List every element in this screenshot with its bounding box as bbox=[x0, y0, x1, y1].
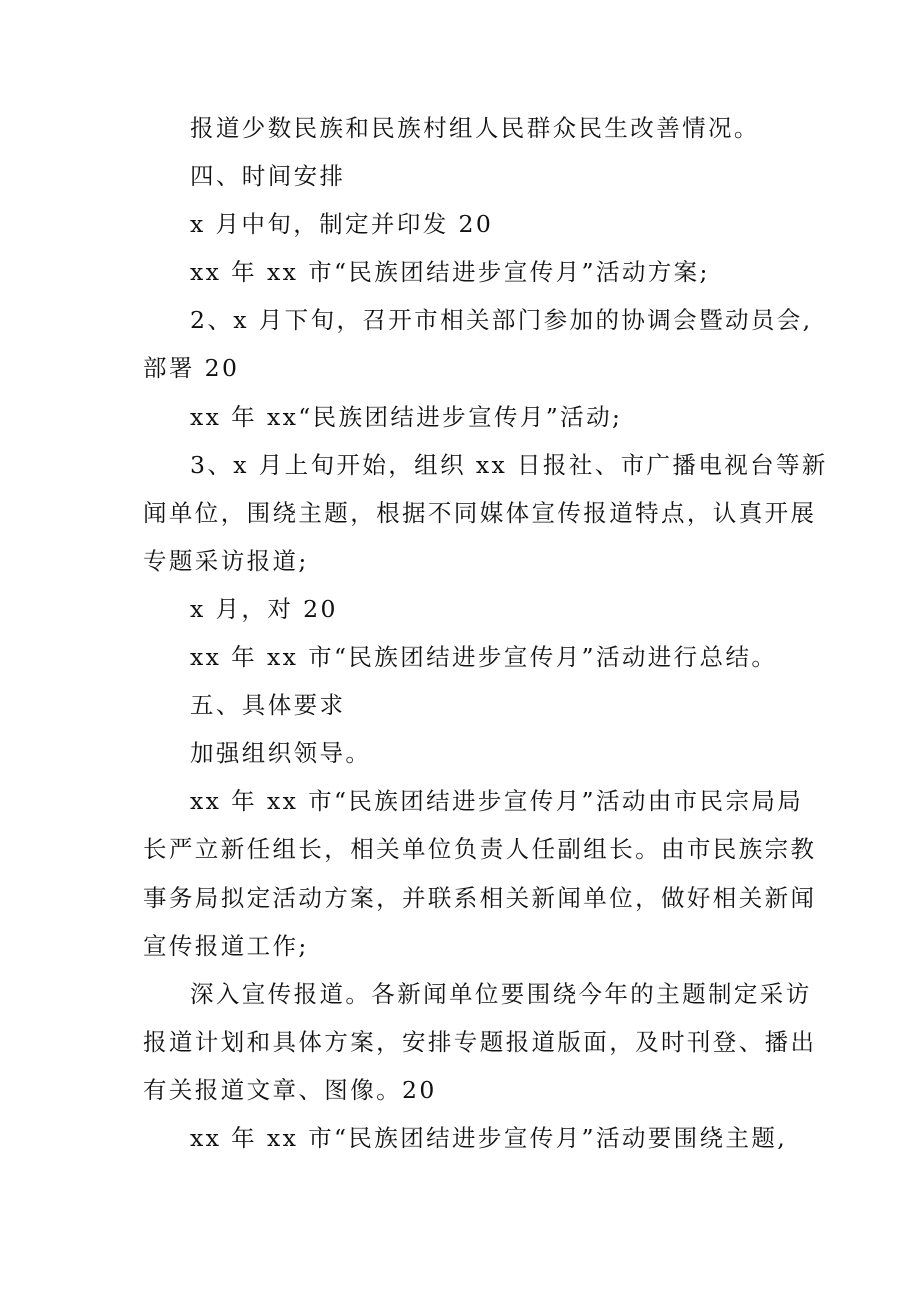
paragraph-line: x 月，对 20 bbox=[190, 594, 338, 623]
paragraph-line: 事务局拟定活动方案，并联系相关新闻单位，做好相关新闻 bbox=[143, 883, 817, 912]
paragraph-line: xx 年 xx 市“民族团结进步宣传月”活动进行总结。 bbox=[190, 643, 778, 672]
paragraph-line: xx 年 xx 市“民族团结进步宣传月”活动方案; bbox=[190, 258, 710, 287]
paragraph-line: 宣传报道工作; bbox=[143, 931, 309, 960]
section-heading: 四、时间安排 bbox=[190, 162, 346, 191]
paragraph-line: x 月中旬，制定并印发 20 bbox=[190, 210, 494, 239]
document-body bbox=[143, 104, 828, 1162]
paragraph-line: 3、x 月上旬开始，组织 xx 日报社、市广播电视台等新 bbox=[190, 450, 828, 479]
paragraph-line: 报道少数民族和民族村组人民群众民生改善情况。 bbox=[190, 114, 760, 142]
paragraph-line: 部署 20 bbox=[143, 354, 240, 383]
paragraph-line: 加强组织领导。 bbox=[190, 739, 372, 768]
section-heading: 五、具体要求 bbox=[190, 691, 346, 720]
paragraph-line: 有关报道文章、图像。20 bbox=[143, 1075, 437, 1104]
paragraph-line: xx 年 xx“民族团结进步宣传月”活动; bbox=[190, 402, 623, 431]
paragraph-line: 深入宣传报道。各新闻单位要围绕今年的主题制定采访 bbox=[190, 979, 812, 1008]
paragraph-line: xx 年 xx 市“民族团结进步宣传月”活动要围绕主题, bbox=[190, 1123, 788, 1152]
paragraph-line: 闻单位，围绕主题，根据不同媒体宣传报道特点，认真开展 bbox=[143, 498, 817, 527]
paragraph-line: xx 年 xx 市“民族团结进步宣传月”活动由市民宗局局 bbox=[190, 787, 804, 816]
paragraph-line: 专题采访报道; bbox=[143, 546, 309, 575]
paragraph-line: 长严立新任组长，相关单位负责人任副组长。由市民族宗教 bbox=[143, 835, 817, 864]
paragraph-line: 2、x 月下旬，召开市相关部门参加的协调会暨动员会, bbox=[190, 306, 813, 335]
paragraph-line: 报道计划和具体方案，安排专题报道版面，及时刊登、播出 bbox=[143, 1027, 817, 1056]
